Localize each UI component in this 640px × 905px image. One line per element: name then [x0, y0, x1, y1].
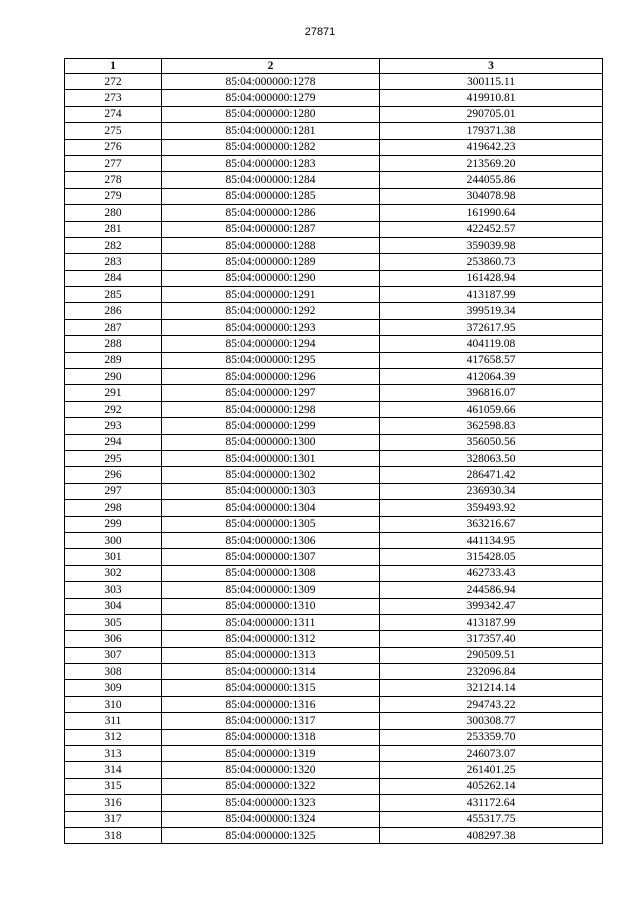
table-row	[65, 270, 603, 286]
table-row	[65, 418, 603, 434]
table-row	[65, 385, 603, 401]
value-cell: 321214.14	[380, 680, 603, 696]
row-number-cell: 292	[65, 401, 162, 417]
row-number-cell: 300	[65, 532, 162, 548]
table-row	[65, 614, 603, 630]
row-number-cell: 272	[65, 74, 162, 90]
table-row	[65, 549, 603, 565]
value-cell: 304078.98	[380, 188, 603, 204]
table-row	[65, 172, 603, 188]
cadastral-number-cell: 85:04:000000:1311	[162, 614, 380, 630]
table-row	[65, 680, 603, 696]
column-header-1: 1	[65, 59, 162, 74]
cadastral-number-cell: 85:04:000000:1310	[162, 598, 380, 614]
table-row	[65, 811, 603, 827]
table-row	[65, 401, 603, 417]
row-number-cell: 318	[65, 827, 162, 843]
value-cell: 419910.81	[380, 90, 603, 106]
row-number-cell: 294	[65, 434, 162, 450]
value-cell: 317357.40	[380, 631, 603, 647]
cadastral-number-cell: 85:04:000000:1286	[162, 205, 380, 221]
row-number-cell: 285	[65, 287, 162, 303]
table-row	[65, 631, 603, 647]
table-row	[65, 237, 603, 253]
cadastral-number-cell: 85:04:000000:1322	[162, 778, 380, 794]
value-cell: 161428.94	[380, 270, 603, 286]
value-cell: 244055.86	[380, 172, 603, 188]
row-number-cell: 274	[65, 106, 162, 122]
table-row	[65, 827, 603, 843]
value-cell: 461059.66	[380, 401, 603, 417]
table-row	[65, 336, 603, 352]
row-number-cell: 279	[65, 188, 162, 204]
table-row	[65, 139, 603, 155]
cadastral-number-cell: 85:04:000000:1313	[162, 647, 380, 663]
row-number-cell: 293	[65, 418, 162, 434]
value-cell: 232096.84	[380, 664, 603, 680]
table-row	[65, 123, 603, 139]
row-number-cell: 315	[65, 778, 162, 794]
value-cell: 253359.70	[380, 729, 603, 745]
table-row	[65, 483, 603, 499]
value-cell: 290705.01	[380, 106, 603, 122]
cadastral-number-cell: 85:04:000000:1296	[162, 369, 380, 385]
cadastral-number-cell: 85:04:000000:1303	[162, 483, 380, 499]
table-row	[65, 532, 603, 548]
row-number-cell: 301	[65, 549, 162, 565]
row-number-cell: 298	[65, 500, 162, 516]
value-cell: 362598.83	[380, 418, 603, 434]
cadastral-number-cell: 85:04:000000:1307	[162, 549, 380, 565]
row-number-cell: 309	[65, 680, 162, 696]
row-number-cell: 302	[65, 565, 162, 581]
row-number-cell: 287	[65, 319, 162, 335]
value-cell: 290509.51	[380, 647, 603, 663]
cadastral-number-cell: 85:04:000000:1323	[162, 795, 380, 811]
row-number-cell: 311	[65, 713, 162, 729]
table-row	[65, 467, 603, 483]
value-cell: 441134.95	[380, 532, 603, 548]
value-cell: 300308.77	[380, 713, 603, 729]
value-cell: 431172.64	[380, 795, 603, 811]
value-cell: 422452.57	[380, 221, 603, 237]
cadastral-number-cell: 85:04:000000:1284	[162, 172, 380, 188]
cadastral-number-cell: 85:04:000000:1282	[162, 139, 380, 155]
cadastral-number-cell: 85:04:000000:1283	[162, 155, 380, 171]
row-number-cell: 291	[65, 385, 162, 401]
cadastral-number-cell: 85:04:000000:1294	[162, 336, 380, 352]
data-table	[64, 58, 603, 844]
cadastral-number-cell: 85:04:000000:1297	[162, 385, 380, 401]
row-number-cell: 296	[65, 467, 162, 483]
row-number-cell: 295	[65, 450, 162, 466]
row-number-cell: 282	[65, 237, 162, 253]
cadastral-number-cell: 85:04:000000:1308	[162, 565, 380, 581]
cadastral-number-cell: 85:04:000000:1312	[162, 631, 380, 647]
value-cell: 315428.05	[380, 549, 603, 565]
table-row	[65, 319, 603, 335]
table-row	[65, 647, 603, 663]
row-number-cell: 307	[65, 647, 162, 663]
value-cell: 328063.50	[380, 450, 603, 466]
cadastral-number-cell: 85:04:000000:1299	[162, 418, 380, 434]
value-cell: 404119.08	[380, 336, 603, 352]
table-row	[65, 762, 603, 778]
cadastral-number-cell: 85:04:000000:1288	[162, 237, 380, 253]
row-number-cell: 286	[65, 303, 162, 319]
value-cell: 161990.64	[380, 205, 603, 221]
cadastral-number-cell: 85:04:000000:1280	[162, 106, 380, 122]
cadastral-number-cell: 85:04:000000:1291	[162, 287, 380, 303]
row-number-cell: 273	[65, 90, 162, 106]
value-cell: 244586.94	[380, 582, 603, 598]
row-number-cell: 308	[65, 664, 162, 680]
table-row	[65, 352, 603, 368]
table-row	[65, 500, 603, 516]
cadastral-number-cell: 85:04:000000:1325	[162, 827, 380, 843]
table-row	[65, 582, 603, 598]
row-number-cell: 306	[65, 631, 162, 647]
row-number-cell: 310	[65, 696, 162, 712]
row-number-cell: 299	[65, 516, 162, 532]
cadastral-number-cell: 85:04:000000:1300	[162, 434, 380, 450]
cadastral-number-cell: 85:04:000000:1290	[162, 270, 380, 286]
row-number-cell: 303	[65, 582, 162, 598]
table-row	[65, 303, 603, 319]
value-cell: 399342.47	[380, 598, 603, 614]
cadastral-number-cell: 85:04:000000:1316	[162, 696, 380, 712]
value-cell: 413187.99	[380, 614, 603, 630]
table-header	[65, 59, 603, 74]
cadastral-number-cell: 85:04:000000:1295	[162, 352, 380, 368]
row-number-cell: 278	[65, 172, 162, 188]
cadastral-number-cell: 85:04:000000:1293	[162, 319, 380, 335]
column-header-2: 2	[162, 59, 380, 74]
value-cell: 179371.38	[380, 123, 603, 139]
cadastral-number-cell: 85:04:000000:1287	[162, 221, 380, 237]
row-number-cell: 289	[65, 352, 162, 368]
value-cell: 455317.75	[380, 811, 603, 827]
row-number-cell: 280	[65, 205, 162, 221]
row-number-cell: 304	[65, 598, 162, 614]
value-cell: 399519.34	[380, 303, 603, 319]
cadastral-number-cell: 85:04:000000:1301	[162, 450, 380, 466]
cadastral-number-cell: 85:04:000000:1320	[162, 762, 380, 778]
cadastral-number-cell: 85:04:000000:1314	[162, 664, 380, 680]
row-number-cell: 281	[65, 221, 162, 237]
row-number-cell: 316	[65, 795, 162, 811]
table-row	[65, 205, 603, 221]
row-number-cell: 312	[65, 729, 162, 745]
cadastral-number-cell: 85:04:000000:1302	[162, 467, 380, 483]
row-number-cell: 317	[65, 811, 162, 827]
value-cell: 372617.95	[380, 319, 603, 335]
row-number-cell: 276	[65, 139, 162, 155]
table-row	[65, 729, 603, 745]
table-row	[65, 106, 603, 122]
value-cell: 363216.67	[380, 516, 603, 532]
table-row	[65, 74, 603, 90]
table-row	[65, 598, 603, 614]
table-row	[65, 778, 603, 794]
row-number-cell: 297	[65, 483, 162, 499]
table-body	[65, 74, 603, 844]
column-header-3: 3	[380, 59, 603, 74]
table-row	[65, 287, 603, 303]
table-row	[65, 696, 603, 712]
row-number-cell: 305	[65, 614, 162, 630]
value-cell: 413187.99	[380, 287, 603, 303]
value-cell: 419642.23	[380, 139, 603, 155]
cadastral-number-cell: 85:04:000000:1306	[162, 532, 380, 548]
row-number-cell: 314	[65, 762, 162, 778]
page-number: 27871	[304, 26, 336, 38]
table-row	[65, 188, 603, 204]
value-cell: 246073.07	[380, 746, 603, 762]
table-row	[65, 221, 603, 237]
value-cell: 396816.07	[380, 385, 603, 401]
table-row	[65, 90, 603, 106]
cadastral-number-cell: 85:04:000000:1281	[162, 123, 380, 139]
row-number-cell: 277	[65, 155, 162, 171]
cadastral-number-cell: 85:04:000000:1285	[162, 188, 380, 204]
value-cell: 359039.98	[380, 237, 603, 253]
table-row	[65, 450, 603, 466]
table-row	[65, 565, 603, 581]
value-cell: 408297.38	[380, 827, 603, 843]
value-cell: 213569.20	[380, 155, 603, 171]
row-number-cell: 275	[65, 123, 162, 139]
table-row	[65, 664, 603, 680]
row-number-cell: 284	[65, 270, 162, 286]
row-number-cell: 290	[65, 369, 162, 385]
value-cell: 294743.22	[380, 696, 603, 712]
cadastral-number-cell: 85:04:000000:1289	[162, 254, 380, 270]
cadastral-number-cell: 85:04:000000:1278	[162, 74, 380, 90]
value-cell: 300115.11	[380, 74, 603, 90]
table-row	[65, 434, 603, 450]
cadastral-number-cell: 85:04:000000:1304	[162, 500, 380, 516]
value-cell: 286471.42	[380, 467, 603, 483]
table-row	[65, 155, 603, 171]
cadastral-number-cell: 85:04:000000:1324	[162, 811, 380, 827]
table-row	[65, 795, 603, 811]
value-cell: 236930.34	[380, 483, 603, 499]
table-row	[65, 516, 603, 532]
table-row	[65, 254, 603, 270]
value-cell: 412064.39	[380, 369, 603, 385]
value-cell: 261401.25	[380, 762, 603, 778]
row-number-cell: 313	[65, 746, 162, 762]
cadastral-number-cell: 85:04:000000:1319	[162, 746, 380, 762]
cadastral-number-cell: 85:04:000000:1317	[162, 713, 380, 729]
header-row	[65, 59, 603, 74]
table-row	[65, 369, 603, 385]
cadastral-number-cell: 85:04:000000:1279	[162, 90, 380, 106]
cadastral-number-cell: 85:04:000000:1298	[162, 401, 380, 417]
cadastral-number-cell: 85:04:000000:1309	[162, 582, 380, 598]
value-cell: 405262.14	[380, 778, 603, 794]
value-cell: 356050.56	[380, 434, 603, 450]
table-row	[65, 746, 603, 762]
value-cell: 359493.92	[380, 500, 603, 516]
cadastral-number-cell: 85:04:000000:1318	[162, 729, 380, 745]
row-number-cell: 288	[65, 336, 162, 352]
cadastral-number-cell: 85:04:000000:1292	[162, 303, 380, 319]
value-cell: 417658.57	[380, 352, 603, 368]
cadastral-number-cell: 85:04:000000:1305	[162, 516, 380, 532]
cadastral-number-cell: 85:04:000000:1315	[162, 680, 380, 696]
row-number-cell: 283	[65, 254, 162, 270]
table-row	[65, 713, 603, 729]
value-cell: 462733.43	[380, 565, 603, 581]
value-cell: 253860.73	[380, 254, 603, 270]
